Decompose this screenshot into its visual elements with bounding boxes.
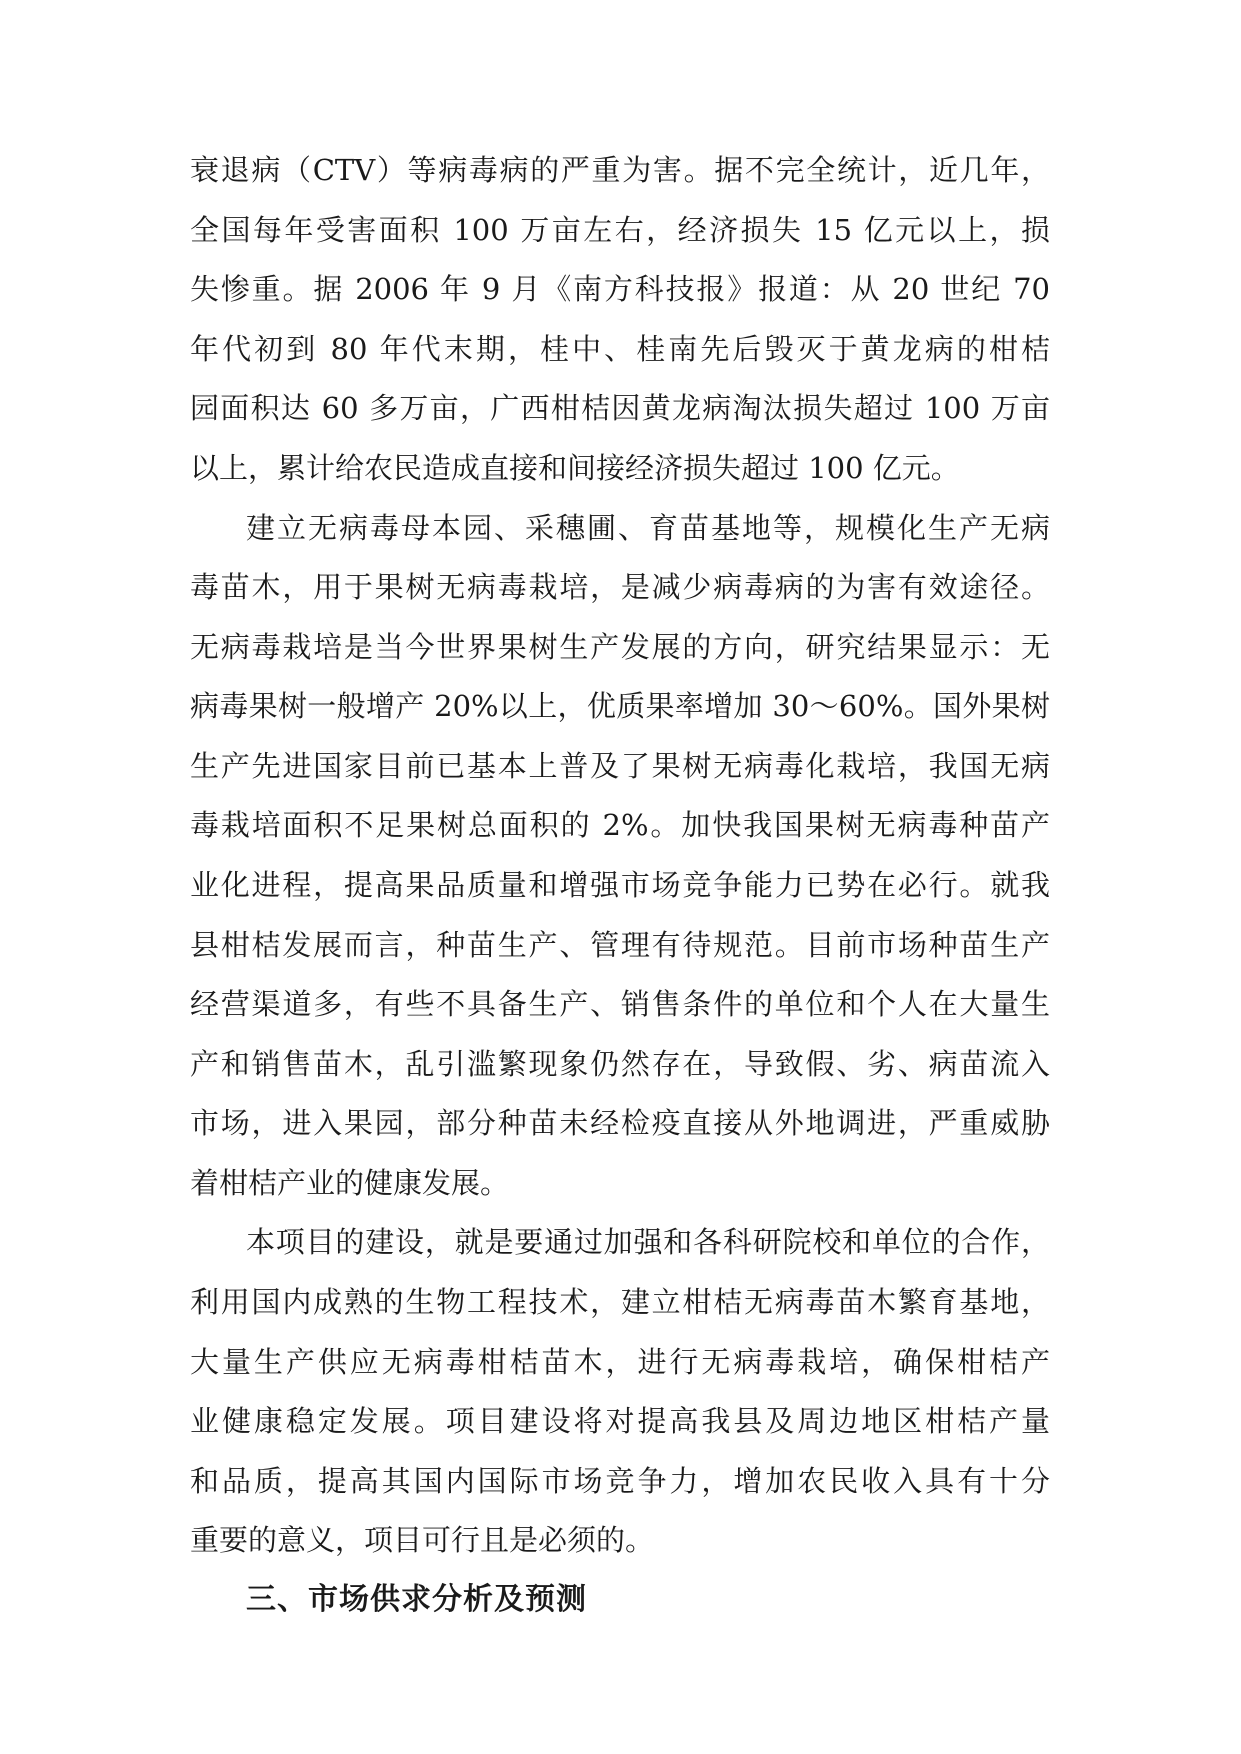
paragraph-3-line-2: 利用国内成熟的生物工程技术，建立柑桔无病毒苗木繁育基地， [190, 1285, 1050, 1319]
paragraph-2-line-6: 毒栽培面积不足果树总面积的 2%。加快我国果树无病毒种苗产 [190, 808, 1050, 842]
paragraph-2-line-9: 经营渠道多，有些不具备生产、销售条件的单位和个人在大量生 [190, 987, 1050, 1021]
paragraph-2-line-1: 建立无病毒母本园、采穗圃、育苗基地等，规模化生产无病 [246, 511, 1050, 545]
paragraph-1-line-6: 以上，累计给农民造成直接和间接经济损失超过 100 亿元。 [190, 451, 960, 485]
paragraph-2-line-5: 生产先进国家目前已基本上普及了果树无病毒化栽培，我国无病 [190, 749, 1050, 783]
paragraph-2-line-4: 病毒果树一般增产 20%以上，优质果率增加 30～60%。国外果树 [190, 689, 1050, 723]
section-heading: 三、市场供求分析及预测 [246, 1582, 587, 1617]
paragraph-1-line-3: 失惨重。据 2006 年 9 月《南方科技报》报道：从 20 世纪 70 [190, 272, 1050, 306]
paragraph-2-line-7: 业化进程，提高果品质量和增强市场竞争能力已势在必行。就我 [190, 868, 1050, 902]
paragraph-2-line-12: 着柑桔产业的健康发展。 [190, 1166, 510, 1200]
paragraph-2-line-10: 产和销售苗木，乱引滥繁现象仍然存在，导致假、劣、病苗流入 [190, 1047, 1050, 1081]
paragraph-2-line-8: 县柑桔发展而言，种苗生产、管理有待规范。目前市场种苗生产 [190, 928, 1050, 962]
paragraph-1-line-4: 年代初到 80 年代末期，桂中、桂南先后毁灭于黄龙病的柑桔 [190, 332, 1050, 366]
paragraph-3-line-3: 大量生产供应无病毒柑桔苗木，进行无病毒栽培，确保柑桔产 [190, 1345, 1050, 1379]
paragraph-3-line-6: 重要的意义，项目可行且是必须的。 [190, 1523, 655, 1557]
paragraph-1-line-5: 园面积达 60 多万亩，广西柑桔因黄龙病淘汰损失超过 100 万亩 [190, 391, 1050, 425]
paragraph-1-line-2: 全国每年受害面积 100 万亩左右，经济损失 15 亿元以上，损 [190, 213, 1050, 247]
paragraph-2-line-11: 市场，进入果园，部分种苗未经检疫直接从外地调进，严重威胁 [190, 1106, 1050, 1140]
paragraph-2-line-2: 毒苗木，用于果树无病毒栽培，是减少病毒病的为害有效途径。 [190, 570, 1050, 604]
paragraph-3-line-4: 业健康稳定发展。项目建设将对提高我县及周边地区柑桔产量 [190, 1404, 1050, 1438]
paragraph-3-line-5: 和品质，提高其国内国际市场竞争力，增加农民收入具有十分 [190, 1464, 1050, 1498]
paragraph-1-line-1: 衰退病（CTV）等病毒病的严重为害。据不完全统计，近几年， [190, 153, 1050, 187]
paragraph-2-line-3: 无病毒栽培是当今世界果树生产发展的方向，研究结果显示：无 [190, 630, 1050, 664]
paragraph-3-line-1: 本项目的建设，就是要通过加强和各科研院校和单位的合作， [246, 1225, 1050, 1259]
